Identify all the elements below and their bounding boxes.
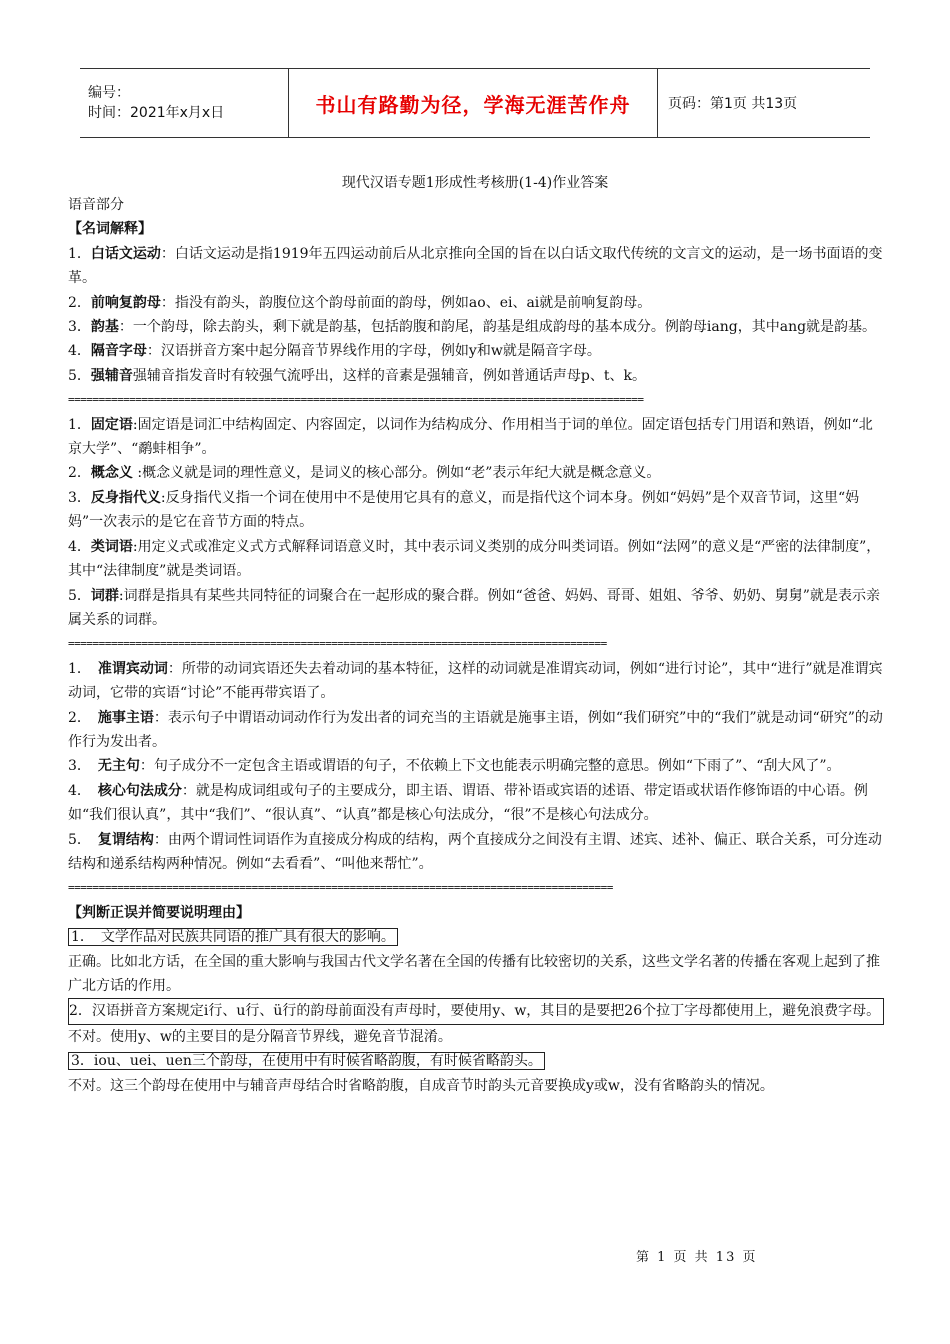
term-number: 1． (68, 416, 91, 433)
section-terms: 【名词解释】 (68, 221, 152, 238)
term-item (68, 486, 884, 535)
term-item (68, 461, 884, 485)
header-motto-cell (289, 69, 658, 137)
term-number: 4． (68, 782, 98, 799)
term-number: 2． (68, 465, 91, 482)
term-definition: :反身指代义指一个词在使用中不是使用它具有的意义，而是指代这个词本身。例如“妈妈”是个双音节词，这里“妈妈”一次表示的是它在音节方面的特点。 (68, 489, 860, 531)
term-item (68, 828, 884, 877)
term-name: 核心句法成分 (97, 782, 182, 799)
term-definition: :词群是指具有某些共同特征的词聚合在一起形成的聚合群。例如“爸爸、妈妈、哥哥、姐姐、爷爷、奶奶、舅舅”就是表示亲属关系的词群。 (68, 587, 880, 628)
document-title: 现代汉语专题1形成性考核册(1-4)作业答案 (341, 175, 609, 191)
term-item (68, 584, 884, 633)
term-number: 5． (68, 587, 91, 604)
motto: 书山有路勤为径，学海无涯苦作舟 (315, 92, 631, 117)
term-name: 韵基 (90, 319, 119, 336)
term-definition: 强辅音指发音时有较强气流呼出，这样的音素是强辅音，例如普通话声母p、t、k。 (132, 367, 646, 384)
term-item (68, 315, 884, 339)
term-number: 4． (68, 343, 91, 360)
time-label: 时间：2021年x月x日 (88, 105, 225, 121)
term-name: 固定语 (90, 416, 133, 433)
term-name: 隔音字母 (90, 343, 147, 360)
term-definition: ：一个韵母，除去韵头，剩下就是韵基，包括韵腹和韵尾，韵基是组成韵母的基本成分。例韵母iang，其中ang就是韵基。 (118, 319, 877, 336)
header-meta (80, 69, 289, 137)
term-definition: ：由两个谓词性词语作为直接成分构成的结构，两个直接成分之间没有主谓、述宾、述补、偏正、联合关系，可分连动结构和递系结构两种情况。例如“去看看”、“叫他来帮忙”。 (68, 831, 882, 872)
term-number: 2． (68, 709, 98, 726)
term-number: 4． (68, 538, 91, 555)
term-definition: :概念义就是词的理性意义，是词义的核心部分。例如“老”表示年纪大就是概念意义。 (132, 465, 661, 482)
number-label: 编号： (88, 85, 130, 101)
term-name: 前响复韵母 (90, 294, 161, 311)
separator: ========================================================================================= (68, 881, 613, 895)
separator: ============================================================================================== (68, 393, 644, 407)
term-list-3 (68, 657, 884, 877)
document-body (68, 193, 884, 1098)
term-item (68, 339, 884, 363)
section-phonetics: 语音部分 (68, 197, 124, 213)
header-page-info-cell (658, 69, 870, 137)
section-judge: 【判断正误并简要说明理由】 (68, 904, 250, 921)
term-item (68, 242, 884, 291)
term-number: 2． (68, 294, 91, 311)
term-item (68, 754, 884, 778)
term-definition: ：所带的动词宾语还失去着动词的基本特征，这样的动词就是准谓宾动词，例如“进行讨论”，其中“进行”就是准谓宾动词，它带的宾语“讨论”不能再带宾语了。 (68, 660, 883, 702)
term-number: 1． (68, 245, 91, 262)
term-number: 5． (68, 367, 91, 384)
term-number: 3． (68, 319, 91, 336)
term-number: 1． (68, 660, 98, 677)
page-header (80, 68, 870, 138)
term-name: 词群 (90, 587, 119, 604)
term-definition: :用定义式或准定义式方式解释词语意义时，其中表示词义类别的成分叫类词语。例如“法网”的意义是“严密的法律制度”，其中“法律制度”就是类词语。 (68, 538, 881, 580)
judge-question: 3．iou、uei、uen三个韵母，在使用中有时候省略韵腹，有时候省略韵头。 (68, 1052, 545, 1070)
term-name: 准谓宾动词 (97, 660, 168, 677)
term-definition: :固定语是词汇中结构固定、内容固定，以词作为结构成分、作用相当于词的单位。固定语包括专门用语和熟语，例如“北京大学”、“鹬蚌相争”。 (68, 416, 873, 458)
judge-answer: 正确。比如北方话，在全国的重大影响与我国古代文学名著在全国的传播有比较密切的关系，这些文学名著的传播在客观上起到了推广北方话的作用。 (68, 953, 880, 994)
judge-question: 2．汉语拼音方案规定i行、u行、ü行的韵母前面没有声母时，要使用y、w，其目的是要把26个拉丁字母都使用上，避免浪费字母。 (68, 998, 884, 1024)
term-definition: ：指没有韵头，韵腹位这个韵母前面的韵母，例如ao、ei、ai就是前响复韵母。 (160, 294, 652, 311)
term-definition: ：表示句子中谓语动词动作行为发出者的词充当的主语就是施事主语，例如“我们研究”中的“我们”就是动词“研究”的动作行为发出者。 (68, 709, 883, 750)
term-item (68, 779, 884, 828)
judge-answer: 不对。这三个韵母在使用中与辅音声母结合时省略韵腹，自成音节时韵头元音要换成y或w，没有省略韵头的情况。 (68, 1077, 774, 1094)
term-item (68, 706, 884, 755)
term-item (68, 535, 884, 584)
term-definition: ：白话文运动是指1919年五四运动前后从北京推向全国的旨在以白话文取代传统的文言文的运动，是一场书面语的变革。 (68, 245, 883, 287)
term-item (68, 364, 884, 388)
term-name: 施事主语 (97, 709, 154, 726)
term-number: 3． (68, 489, 91, 506)
term-number: 3． (68, 758, 98, 775)
term-name: 类词语 (90, 538, 133, 555)
term-definition: ：句子成分不一定包含主语或谓语的句子，不依赖上下文也能表示明确完整的意思。例如“下雨了”、“刮大风了”。 (139, 758, 841, 775)
term-name: 概念义 (90, 465, 133, 482)
term-name: 强辅音 (90, 367, 133, 384)
term-name: 反身指代义 (90, 489, 161, 506)
judge-question: 1． 文学作品对民族共同语的推广具有很大的影响。 (68, 928, 398, 946)
term-item (68, 657, 884, 706)
page-footer: 第 1 页 共 13 页 (636, 1250, 758, 1265)
term-item (68, 291, 884, 315)
term-list-1 (68, 242, 884, 388)
term-definition: ：就是构成词组或句子的主要成分，即主语、谓语、带补语或宾语的述语、带定语或状语作修饰语的中心语。例如“我们很认真”，其中“我们”、“很认真”、“认真”都是核心句法成分，“很”不是核心句法成分。 (68, 782, 868, 824)
judge-answer: 不对。使用y、w的主要目的是分隔音节界线，避免音节混淆。 (68, 1028, 452, 1045)
term-list-2 (68, 413, 884, 633)
separator: ======================================================================================== (68, 637, 607, 651)
term-item (68, 413, 884, 462)
term-number: 5． (68, 831, 98, 848)
term-definition: ：汉语拼音方案中起分隔音节界线作用的字母，例如y和w就是隔音字母。 (146, 343, 601, 360)
term-name: 无主句 (97, 758, 140, 775)
page-info: 页码：第1页 共13页 (668, 96, 798, 112)
term-name: 复谓结构 (97, 831, 154, 848)
term-name: 白话文运动 (90, 245, 161, 262)
